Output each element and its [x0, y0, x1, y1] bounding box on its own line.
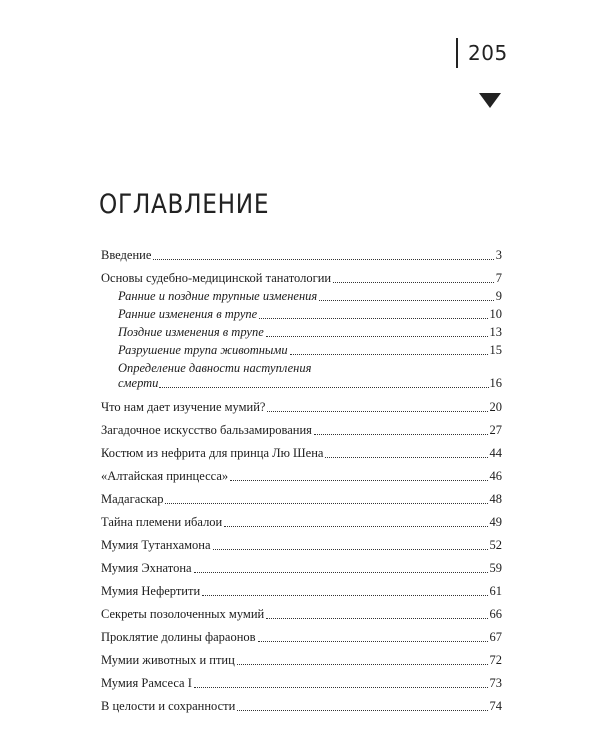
toc-entry-page: 59	[489, 561, 502, 575]
toc-entry[interactable]	[101, 491, 502, 507]
toc-entry-page: 46	[489, 469, 502, 483]
toc-entry[interactable]	[101, 399, 502, 415]
down-triangle-icon	[479, 93, 501, 108]
toc-entry-page: 72	[489, 653, 502, 667]
toc-entry-page: 9	[495, 289, 502, 303]
toc-entry-label: В целости и сохранности	[101, 699, 236, 713]
toc-entry[interactable]	[101, 675, 502, 691]
dot-leader	[319, 299, 494, 301]
dot-leader	[153, 258, 493, 260]
dot-leader	[230, 479, 487, 481]
dot-leader	[259, 317, 487, 319]
toc-entry-label: Основы судебно-медицинской танатологии	[101, 271, 332, 285]
dot-leader	[159, 386, 488, 388]
dot-leader	[290, 353, 488, 355]
toc-entry-label: Ранние изменения в трупе	[118, 307, 258, 321]
toc-subentry[interactable]	[101, 288, 502, 304]
toc-entry-label: Мадагаскар	[101, 492, 164, 506]
toc-entry[interactable]	[101, 468, 502, 484]
dot-leader	[314, 433, 488, 435]
toc-entry-label: Мумии животных и птиц	[101, 653, 235, 667]
toc-entry-label: Тайна племени ибалои	[101, 515, 223, 529]
toc-entry-page: 16	[489, 376, 502, 390]
toc-entry-page: 13	[489, 325, 502, 339]
toc-entry-page: 48	[489, 492, 502, 506]
toc-entry-page: 61	[489, 584, 502, 598]
page-title: ОГЛАВЛЕНИЕ	[99, 189, 270, 220]
toc-entry-page: 7	[495, 271, 502, 285]
dot-leader	[266, 335, 488, 337]
dot-leader	[266, 617, 487, 619]
dot-leader	[194, 686, 488, 688]
toc-subentry[interactable]	[101, 342, 502, 358]
dot-leader	[213, 548, 488, 550]
toc-entry-label: Мумия Рамсеса I	[101, 676, 192, 690]
toc-entry-label-continued: смерти	[118, 376, 159, 390]
toc-entry[interactable]	[101, 247, 502, 263]
toc-subentry[interactable]	[101, 361, 502, 391]
toc-entry[interactable]	[101, 652, 502, 668]
dot-leader	[267, 410, 487, 412]
toc-entry-label: Ранние и поздние трупные изменения	[118, 289, 318, 303]
toc-subentry[interactable]	[101, 306, 502, 322]
toc-entry-label: Проклятие долины фараонов	[101, 630, 256, 644]
dot-leader	[165, 502, 487, 504]
toc-entry[interactable]	[101, 560, 502, 576]
toc-entry-page: 67	[489, 630, 502, 644]
toc-entry[interactable]	[101, 537, 502, 553]
toc-entry-label: Мумия Нефертити	[101, 584, 201, 598]
toc-subentry[interactable]	[101, 324, 502, 340]
dot-leader	[258, 640, 488, 642]
dot-leader	[194, 571, 488, 573]
dot-leader	[224, 525, 487, 527]
toc-entry-page: 66	[489, 607, 502, 621]
toc-entry-label: Мумия Тутанхамона	[101, 538, 211, 552]
toc-entry-label: Введение	[101, 248, 152, 262]
page-number: 205	[468, 41, 508, 65]
toc-entry-page: 3	[495, 248, 502, 262]
page-number-rule	[456, 38, 458, 68]
toc-entry-label: Мумия Эхнатона	[101, 561, 192, 575]
toc-entry-page: 74	[489, 699, 502, 713]
toc-entry[interactable]	[101, 606, 502, 622]
toc-entry[interactable]	[101, 514, 502, 530]
dot-leader	[237, 709, 487, 711]
toc-entry[interactable]	[101, 698, 502, 714]
dot-leader	[325, 456, 487, 458]
toc-entry-page: 27	[489, 423, 502, 437]
toc-entry-label: Поздние изменения в трупе	[118, 325, 264, 339]
toc-entry[interactable]	[101, 629, 502, 645]
toc-entry-label: Секреты позолоченных мумий	[101, 607, 265, 621]
dot-leader	[333, 281, 494, 283]
toc-entry-page: 10	[489, 307, 502, 321]
dot-leader	[202, 594, 487, 596]
toc-entry-page: 49	[489, 515, 502, 529]
toc-entry[interactable]	[101, 270, 502, 286]
toc-entry-page: 73	[489, 676, 502, 690]
toc-entry-label: Костюм из нефрита для принца Лю Шена	[101, 446, 324, 460]
toc-entry[interactable]	[101, 422, 502, 438]
toc-entry-page: 15	[489, 343, 502, 357]
toc-entry-label: «Алтайская принцесса»	[101, 469, 229, 483]
dot-leader	[237, 663, 488, 665]
toc-entry-label: Определение давности наступления	[118, 361, 312, 375]
toc-entry-label: Загадочное искусство бальзамирования	[101, 423, 312, 437]
toc-entry-page: 20	[489, 400, 502, 414]
table-of-contents	[101, 247, 502, 714]
toc-entry-page: 52	[489, 538, 502, 552]
toc-entry-label: Что нам дает изучение мумий?	[101, 400, 266, 414]
toc-entry[interactable]	[101, 445, 502, 461]
toc-entry[interactable]	[101, 583, 502, 599]
toc-entry-page: 44	[489, 446, 502, 460]
toc-entry-label: Разрушение трупа животными	[118, 343, 288, 357]
